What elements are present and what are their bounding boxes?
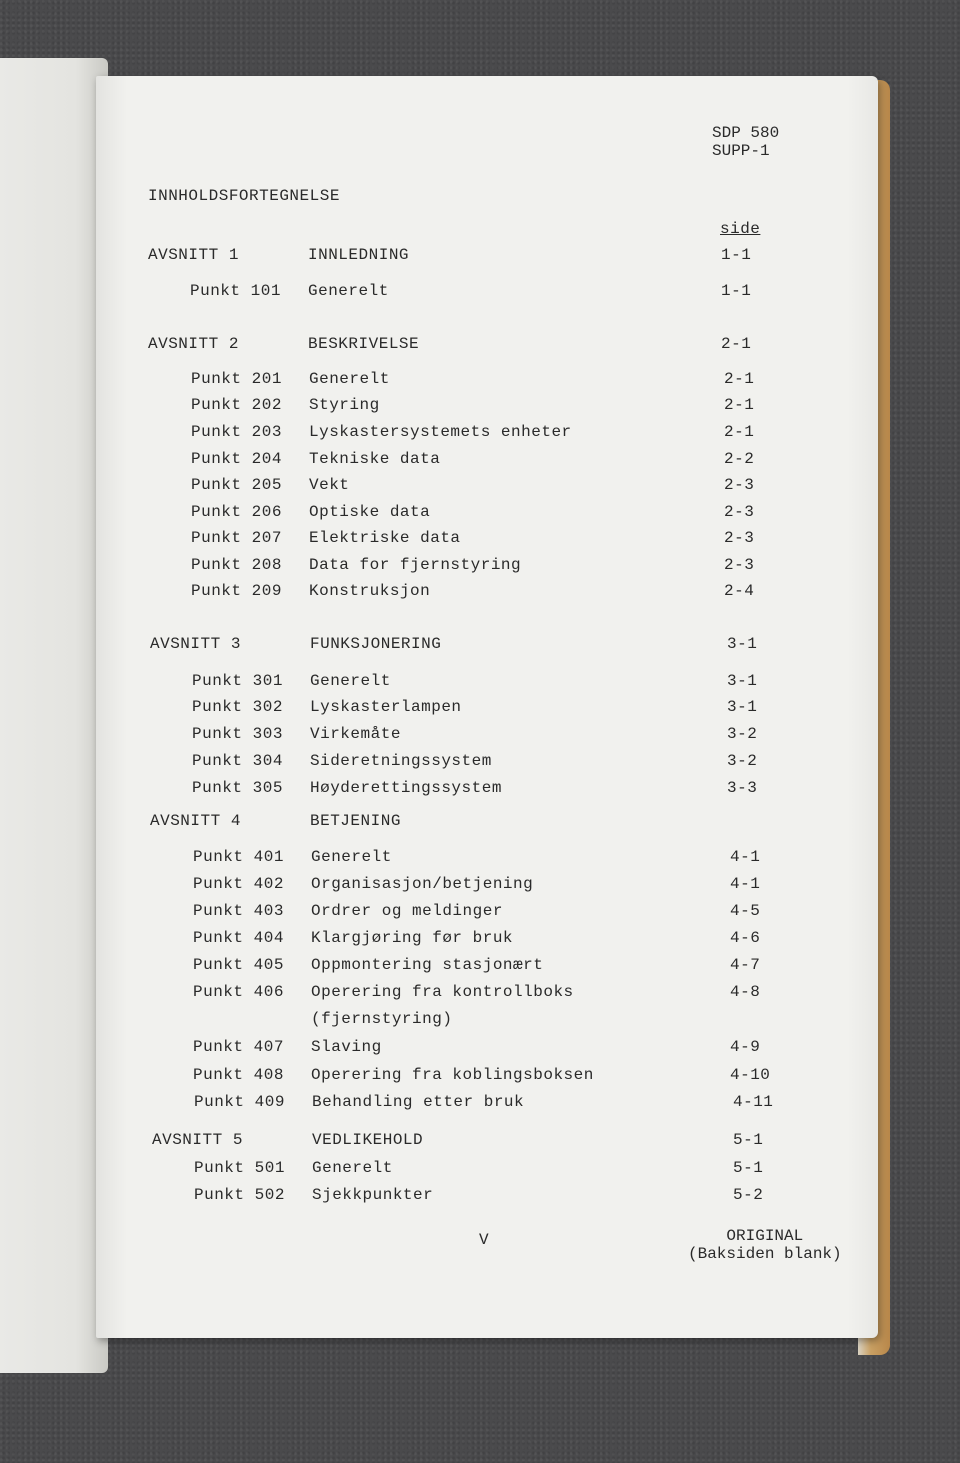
- toc-label: Punkt 301: [192, 672, 283, 690]
- toc-label: Punkt 502: [194, 1186, 285, 1204]
- toc-title: Generelt: [309, 370, 390, 388]
- toc-entry-row: [96, 450, 878, 470]
- toc-page-ref: 2-3: [724, 556, 755, 574]
- toc-title: Konstruksjon: [309, 582, 431, 600]
- toc-title: Operering fra kontrollboks: [311, 983, 574, 1001]
- document-code: [712, 124, 779, 160]
- toc-entry-row: [96, 1159, 878, 1179]
- toc-label: Punkt 404: [193, 929, 284, 947]
- toc-label: Punkt 205: [191, 476, 282, 494]
- toc-label: Punkt 501: [194, 1159, 285, 1177]
- toc-title: Vekt: [309, 476, 350, 494]
- toc-label: Punkt 407: [193, 1038, 284, 1056]
- toc-label: Punkt 206: [191, 503, 282, 521]
- toc-label: Punkt 409: [194, 1093, 285, 1111]
- document-code-line-1: SDP 580: [712, 124, 780, 142]
- toc-entry-row: [96, 752, 878, 772]
- toc-page-ref: 2-1: [724, 423, 755, 441]
- toc-entry-row: [96, 875, 878, 895]
- toc-entry-row: [96, 282, 878, 302]
- toc-entry-row: [96, 929, 878, 949]
- toc-title: Lyskasterlampen: [310, 698, 462, 716]
- toc-entry-row: [96, 476, 878, 496]
- toc-title: VEDLIKEHOLD: [312, 1131, 424, 1149]
- toc-label: Punkt 101: [190, 282, 281, 300]
- toc-label: AVSNITT 5: [152, 1131, 243, 1149]
- toc-entry-row: [96, 725, 878, 745]
- toc-title: Operering fra koblingsboksen: [311, 1066, 594, 1084]
- toc-entry-row: [96, 698, 878, 718]
- toc-page-ref: 3-2: [727, 725, 758, 743]
- toc-label: Punkt 203: [191, 423, 282, 441]
- toc-entry-row: [96, 848, 878, 868]
- toc-label: Punkt 303: [192, 725, 283, 743]
- page-number: V: [479, 1231, 490, 1249]
- toc-label: Punkt 304: [192, 752, 283, 770]
- toc-page-ref: 2-3: [724, 529, 755, 547]
- toc-label: Punkt 201: [191, 370, 282, 388]
- toc-label: Punkt 405: [193, 956, 284, 974]
- toc-title: Generelt: [308, 282, 389, 300]
- toc-title: BETJENING: [310, 812, 401, 830]
- toc-label: Punkt 401: [193, 848, 284, 866]
- toc-title: Virkemåte: [310, 725, 401, 743]
- document-code-line-2: SUPP-1: [712, 142, 770, 160]
- toc-entry-row: [96, 423, 878, 443]
- toc-title: Behandling etter bruk: [312, 1093, 525, 1111]
- toc-page-ref: 2-1: [721, 335, 752, 353]
- toc-title: Data for fjernstyring: [309, 556, 522, 574]
- toc-title: Høyderettingssystem: [310, 779, 502, 797]
- toc-entry-row: [96, 1038, 878, 1058]
- toc-label: AVSNITT 2: [148, 335, 239, 353]
- toc-entry-row: [96, 902, 878, 922]
- toc-title: Optiske data: [309, 503, 431, 521]
- toc-label: Punkt 207: [191, 529, 282, 547]
- original-note: [688, 1227, 842, 1263]
- toc-entry-row: [96, 983, 878, 1003]
- toc-entry-row: [96, 582, 878, 602]
- toc-entry-row: [96, 1010, 878, 1030]
- toc-section-row: [96, 1131, 878, 1151]
- toc-section-row: [96, 635, 878, 655]
- toc-page-ref: 5-2: [733, 1186, 764, 1204]
- toc-page-ref: 2-2: [724, 450, 755, 468]
- toc-page-ref: 4-11: [733, 1093, 774, 1111]
- toc-page-ref: 1-1: [721, 282, 752, 300]
- toc-title: Generelt: [310, 672, 391, 690]
- toc-entry-row: [96, 672, 878, 692]
- toc-title: Organisasjon/betjening: [311, 875, 534, 893]
- toc-title: Klargjøring før bruk: [311, 929, 514, 947]
- toc-page-ref: 4-1: [730, 848, 761, 866]
- toc-label: Punkt 402: [193, 875, 284, 893]
- original-note-line-2: (Baksiden blank): [688, 1245, 842, 1263]
- toc-entry-row: [96, 529, 878, 549]
- toc-page-ref: 2-1: [724, 396, 755, 414]
- toc-entry-row: [96, 396, 878, 416]
- toc-section-row: [96, 246, 878, 266]
- toc-entry-row: [96, 503, 878, 523]
- toc-page-ref: 4-9: [730, 1038, 761, 1056]
- toc-title: Lyskastersystemets enheter: [309, 423, 572, 441]
- toc-label: Punkt 408: [193, 1066, 284, 1084]
- toc-page-ref: 2-3: [724, 476, 755, 494]
- toc-entry-row: [96, 1186, 878, 1206]
- toc-label: AVSNITT 1: [148, 246, 239, 264]
- toc-label: Punkt 302: [192, 698, 283, 716]
- toc-page-ref: 5-1: [733, 1131, 764, 1149]
- toc-entry-row: [96, 1093, 878, 1113]
- page-column-label: side: [720, 220, 761, 238]
- toc-page-ref: 2-4: [724, 582, 755, 600]
- toc-label: AVSNITT 4: [150, 812, 241, 830]
- page-title: INNHOLDSFORTEGNELSE: [148, 187, 340, 205]
- toc-page-ref: 1-1: [721, 246, 752, 264]
- toc-page-ref: 2-1: [724, 370, 755, 388]
- toc-title: (fjernstyring): [311, 1010, 453, 1028]
- toc-entry-row: [96, 956, 878, 976]
- toc-entry-row: [96, 1066, 878, 1086]
- toc-page-ref: 4-1: [730, 875, 761, 893]
- toc-section-row: [96, 812, 878, 832]
- toc-label: Punkt 204: [191, 450, 282, 468]
- toc-section-row: [96, 335, 878, 355]
- toc-label: Punkt 202: [191, 396, 282, 414]
- toc-label: Punkt 209: [191, 582, 282, 600]
- toc-title: Styring: [309, 396, 380, 414]
- toc-title: INNLEDNING: [308, 246, 410, 264]
- toc-title: Generelt: [312, 1159, 393, 1177]
- toc-title: Sideretningssystem: [310, 752, 492, 770]
- toc-page-ref: 3-1: [727, 698, 758, 716]
- toc-title: Slaving: [311, 1038, 382, 1056]
- toc-label: Punkt 305: [192, 779, 283, 797]
- toc-label: Punkt 208: [191, 556, 282, 574]
- toc-label: Punkt 403: [193, 902, 284, 920]
- toc-page-ref: 4-5: [730, 902, 761, 920]
- toc-entry-row: [96, 779, 878, 799]
- toc-page-ref: 5-1: [733, 1159, 764, 1177]
- toc-entry-row: [96, 370, 878, 390]
- toc-page-ref: 2-3: [724, 503, 755, 521]
- toc-title: Elektriske data: [309, 529, 461, 547]
- toc-page-ref: 4-7: [730, 956, 761, 974]
- toc-page-ref: 4-8: [730, 983, 761, 1001]
- toc-page-ref: 3-1: [727, 672, 758, 690]
- toc-label: AVSNITT 3: [150, 635, 241, 653]
- toc-entry-row: [96, 556, 878, 576]
- toc-page-ref: 3-2: [727, 752, 758, 770]
- toc-page-ref: 4-10: [730, 1066, 771, 1084]
- original-note-line-1: ORIGINAL: [726, 1227, 804, 1245]
- toc-page-ref: 3-1: [727, 635, 758, 653]
- document-page: [96, 76, 878, 1338]
- toc-page-ref: 3-3: [727, 779, 758, 797]
- toc-label: Punkt 406: [193, 983, 284, 1001]
- toc-title: Tekniske data: [309, 450, 441, 468]
- toc-title: Ordrer og meldinger: [311, 902, 503, 920]
- toc-page-ref: 4-6: [730, 929, 761, 947]
- left-facing-page: [0, 58, 108, 1373]
- toc-title: Sjekkpunkter: [312, 1186, 434, 1204]
- toc-title: FUNKSJONERING: [310, 635, 442, 653]
- toc-title: BESKRIVELSE: [308, 335, 420, 353]
- toc-title: Generelt: [311, 848, 392, 866]
- toc-title: Oppmontering stasjonært: [311, 956, 544, 974]
